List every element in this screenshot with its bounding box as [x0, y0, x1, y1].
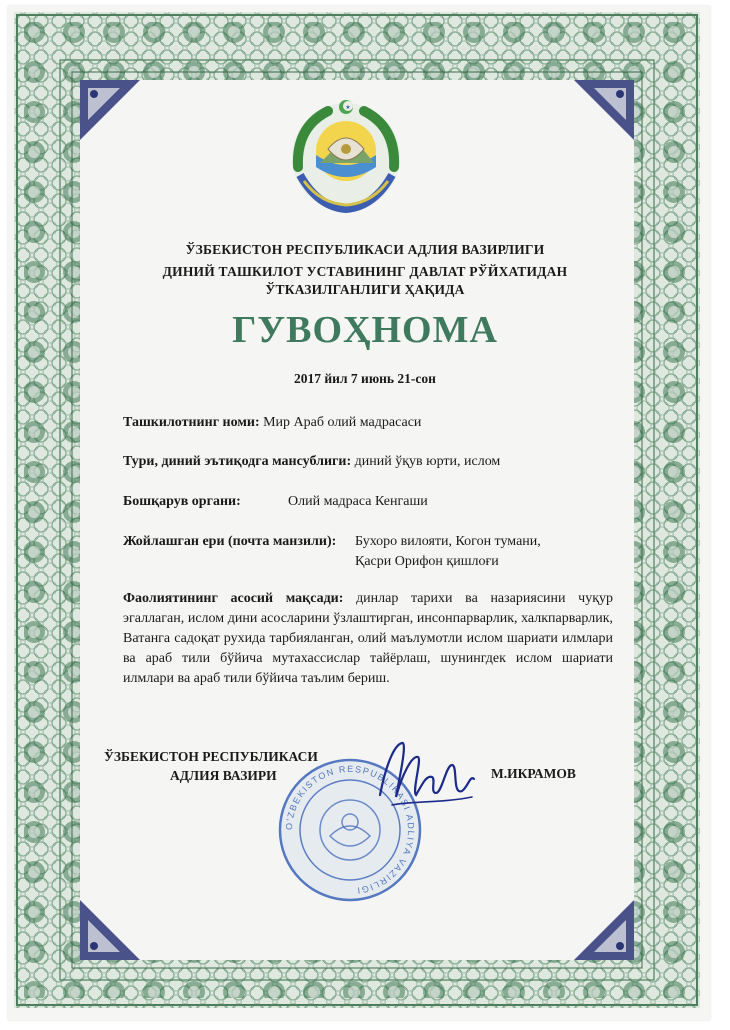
subject-heading-line2: ЎТКАЗИЛГАНЛИГИ ҲАҚИДА: [265, 282, 465, 297]
signatory-name: М.ИКРАМОВ: [491, 766, 576, 781]
type-row: [123, 452, 500, 472]
handwritten-signature-icon: [372, 735, 482, 825]
purpose-label: Фаолиятининг асосий мақсади:: [123, 591, 344, 606]
governing-body-value: Олий мадраса Кенгаши: [288, 494, 428, 509]
address-row: [123, 532, 541, 569]
type-label: Тури, диний эътиқодга мансублиги:: [123, 454, 352, 469]
governing-body-label: Бошқарув органи:: [123, 494, 241, 509]
svg-text:★: ★: [345, 105, 351, 111]
address-label: Жойлашган ери (почта манзили):: [123, 534, 337, 549]
address-value-line1: Бухоро вилояти, Когон тумани,: [355, 534, 541, 549]
seal-text: O'ZBEKISTON RESPUBLIKASI ADLIYA VAZIRLIGI: [283, 763, 417, 896]
signatory-title-line1: ЎЗБЕКИСТОН РЕСПУБЛИКАСИ: [104, 749, 318, 764]
state-emblem-icon: [288, 97, 404, 213]
date-number-line: 2017 йил 7 июнь 21-сон: [294, 371, 436, 386]
organization-name-row: [123, 413, 421, 433]
address-value-line2: Қасри Орифон қишлоғи: [355, 554, 499, 569]
purpose-paragraph: [123, 589, 613, 689]
organization-name-label: Ташкилотнинг номи:: [123, 415, 260, 430]
subject-heading-line1: ДИНИЙ ТАШКИЛОТ УСТАВИНИНГ ДАВЛАТ РЎЙХАТИДАН: [162, 264, 568, 279]
organization-name-value: Мир Араб олий мадрасаси: [263, 415, 422, 430]
ministry-heading: ЎЗБЕКИСТОН РЕСПУБЛИКАСИ АДЛИЯ ВАЗИРЛИГИ: [185, 242, 545, 257]
type-value: диний ўқув юрти, ислом: [354, 454, 501, 469]
certificate-title: ГУВОҲНОМА: [232, 309, 498, 351]
signatory-title-line2: АДЛИЯ ВАЗИРИ: [170, 768, 277, 783]
governing-body-row: [123, 492, 428, 512]
purpose-text: динлар тарихи ва назариясини чуқур эгаллаган, ислом дини асосларини ўзлаштирган, инсонпарварлик, халкпарварлик, Ватанга садоқат рухида тарбияланган, олий маълумотли ислом шариати илмлари ва араб тили бўйича мутахассислар тайёрлаш, шунингдек ислом шариати илмлари ва араб тили бўйича таълим бериш.: [123, 591, 614, 686]
